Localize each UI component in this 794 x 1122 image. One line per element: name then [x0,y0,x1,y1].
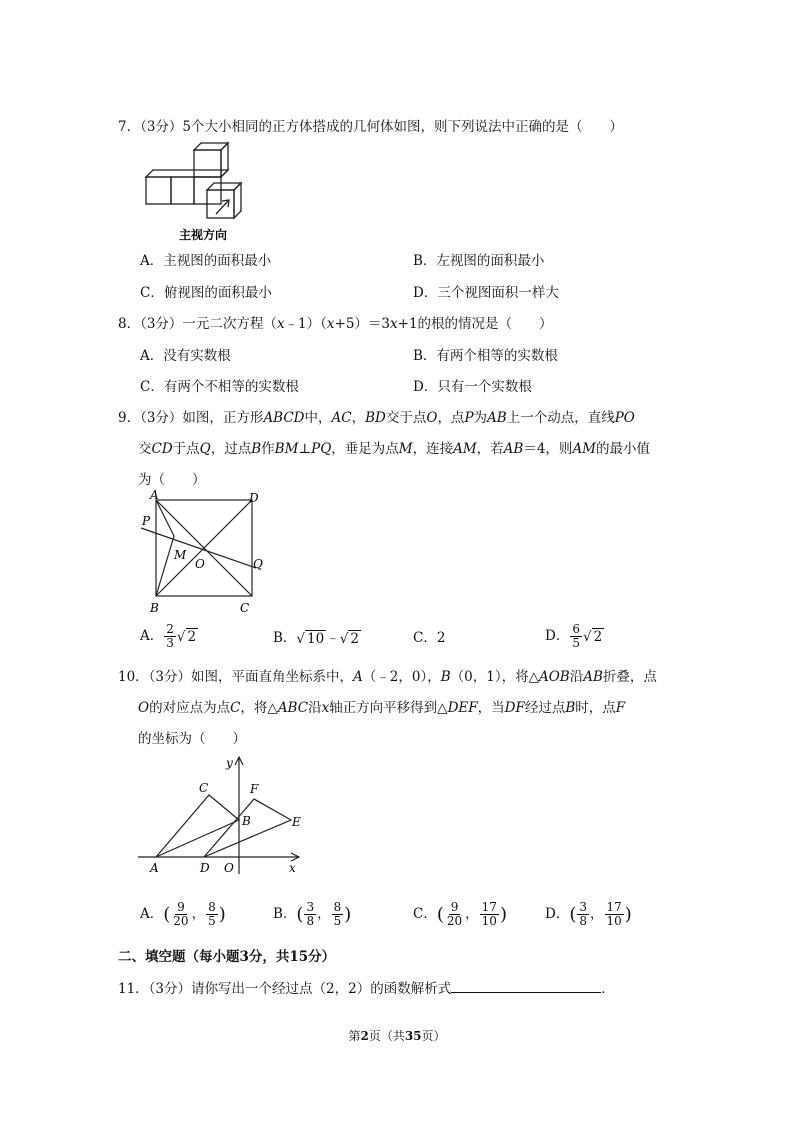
q10-option-b: B．( $\frac{3}{8}$ ， $\frac{8}{5}$ ) [273,900,352,928]
q8-option-a: A．没有实数根 [140,348,231,364]
q10-stem-line3: 的坐标为（ ） [138,731,246,747]
svg-text:D: D [200,861,210,875]
svg-text:D: D [249,491,259,505]
q9-stem-line2: 交CD于点Q，过点B作BM⊥PQ，垂足为点M，连接AM，若AB＝4，则AM的最小值 [138,441,651,457]
section-2-title: 二、填空题（每小题3分，共15分） [118,949,336,965]
q8-option-c: C．有两个不相等的实数根 [140,379,299,395]
svg-text:Q: Q [253,557,263,571]
q9-stem-line3: 为（ ） [138,472,206,488]
q9-option-a: A． $\frac{2}{3}$ √ 2 [140,622,197,650]
view-direction-label: 主视方向 [179,228,228,242]
svg-text:A: A [150,488,159,502]
q8-option-b: B．有两个相等的实数根 [413,348,558,364]
q10-option-d: D．( $\frac{3}{8}$ ， $\frac{17}{10}$ ) [545,900,632,928]
q11-stem: 11．（3分）请你写出一个经过点（2，2）的函数解析式 ． [118,981,615,997]
svg-text:P: P [142,514,151,528]
svg-text:M: M [174,548,187,562]
q9-option-d: D． $\frac{6}{5}$ √ 2 [545,622,603,650]
q10-option-c: C．( $\frac{9}{20}$ ， $\frac{17}{10}$ ) [413,900,507,928]
svg-text:y: y [226,756,233,770]
q9-square-figure [136,488,268,618]
q7-stem: 7．（3分）5个大小相同的正方体搭成的几何体如图，则下列说法中正确的是（ ） [118,119,624,135]
q9-option-b: B．√ 10 ﹣√ 2 [273,630,359,647]
q11-answer-blank[interactable] [451,980,601,993]
svg-text:O: O [195,557,205,571]
svg-text:x: x [289,861,296,875]
page-footer: 第2页（共35页） [348,1029,446,1043]
svg-text:O: O [224,861,234,875]
q10-stem-line1: 10．（3分）如图，平面直角坐标系中，A（﹣2，0），B（0，1），将△AOB沿AB折叠，点 [118,669,657,685]
svg-text:C: C [199,781,209,795]
q9-stem-line1: 9．（3分）如图，正方形ABCD中，AC，BD交于点O，点P为AB上一个动点，直线PO [118,410,635,426]
q7-figure [136,138,248,244]
q9-option-c: C．2 [413,630,446,646]
q10-stem-line2: O的对应点为点C，将△ABC沿x轴正方向平移得到△DEF，当DF经过点B时，点F [138,700,626,716]
svg-text:B: B [242,814,251,828]
svg-text:C: C [240,601,250,615]
q7-option-a: A．主视图的面积最小 [140,253,272,269]
svg-text:E: E [292,815,301,829]
q7-option-c: C．俯视图的面积最小 [140,285,272,301]
q10-coordinate-figure [136,752,306,880]
svg-text:A: A [150,861,159,875]
q7-option-b: B．左视图的面积最小 [413,253,545,269]
svg-text:B: B [150,601,159,615]
q8-stem: 8．（3分）一元二次方程（x﹣1）（x+5）＝3x+1的根的情况是（ ） [118,316,553,332]
q10-option-a: A．( $\frac{9}{20}$ ， $\frac{8}{5}$ ) [140,900,226,928]
q8-option-d: D．只有一个实数根 [413,379,532,395]
svg-text:F: F [250,782,259,796]
q7-option-d: D．三个视图面积一样大 [413,285,559,301]
